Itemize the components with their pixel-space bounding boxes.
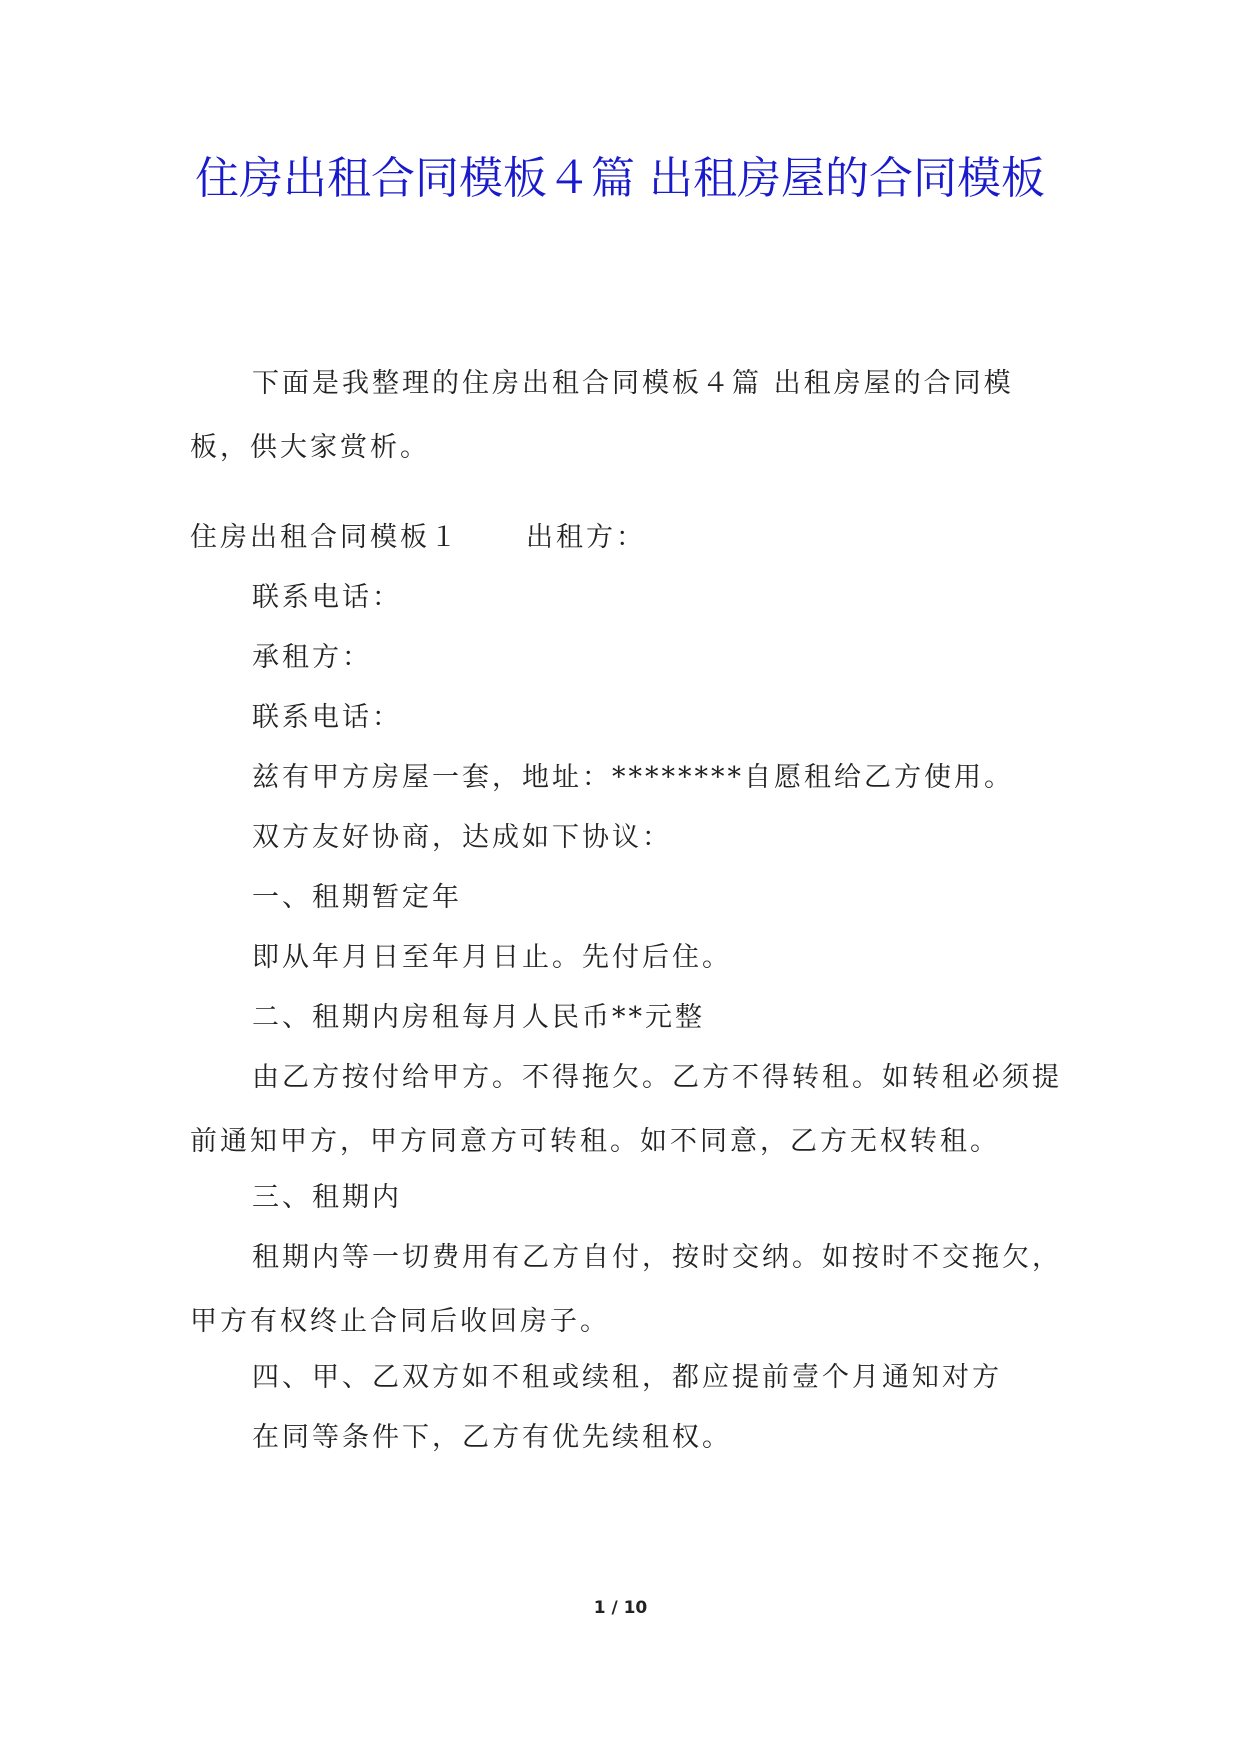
page-number: 1 / 10	[593, 1598, 648, 1618]
clause-3-detail: 租期内等一切费用有乙方自付，按时交纳。如按时不交拖欠，甲方有权终止合同后收回房子。	[190, 1242, 1062, 1337]
clause-1-detail: 即从年月日至年月日止。先付后住。	[252, 942, 732, 973]
intro-paragraph: 下面是我整理的住房出租合同模板４篇 出租房屋的合同模板，供大家赏析。	[190, 368, 1014, 463]
section-heading-line	[190, 506, 1070, 570]
phone-line-1: 联系电话：	[252, 582, 402, 613]
clause-4-heading: 四、甲、乙双方如不租或续租，都应提前壹个月通知对方	[252, 1362, 1002, 1393]
clause-2-detail: 由乙方按付给甲方。不得拖欠。乙方不得转租。如转租必须提前通知甲方，甲方同意方可转租。如不同意，乙方无权转租。	[190, 1062, 1062, 1157]
lessee-line: 承租方：	[252, 642, 372, 673]
phone-line-2: 联系电话：	[252, 702, 402, 733]
clause-4-detail: 在同等条件下，乙方有优先续租权。	[252, 1422, 732, 1453]
clause-2-heading: 二、租期内房租每月人民币**元整	[252, 1002, 705, 1033]
agreement-line: 双方友好协商，达成如下协议：	[252, 822, 672, 853]
document-title: 住房出租合同模板４篇 出租房屋的合同模板	[195, 153, 1045, 204]
clause-1-heading: 一、租期暂定年	[252, 882, 462, 913]
clause-3-heading: 三、租期内	[252, 1182, 402, 1213]
section-heading: 住房出租合同模板１	[190, 522, 460, 553]
house-line: 兹有甲方房屋一套，地址：********自愿租给乙方使用。	[252, 762, 1014, 793]
lessor-label: 出租方：	[526, 522, 646, 553]
